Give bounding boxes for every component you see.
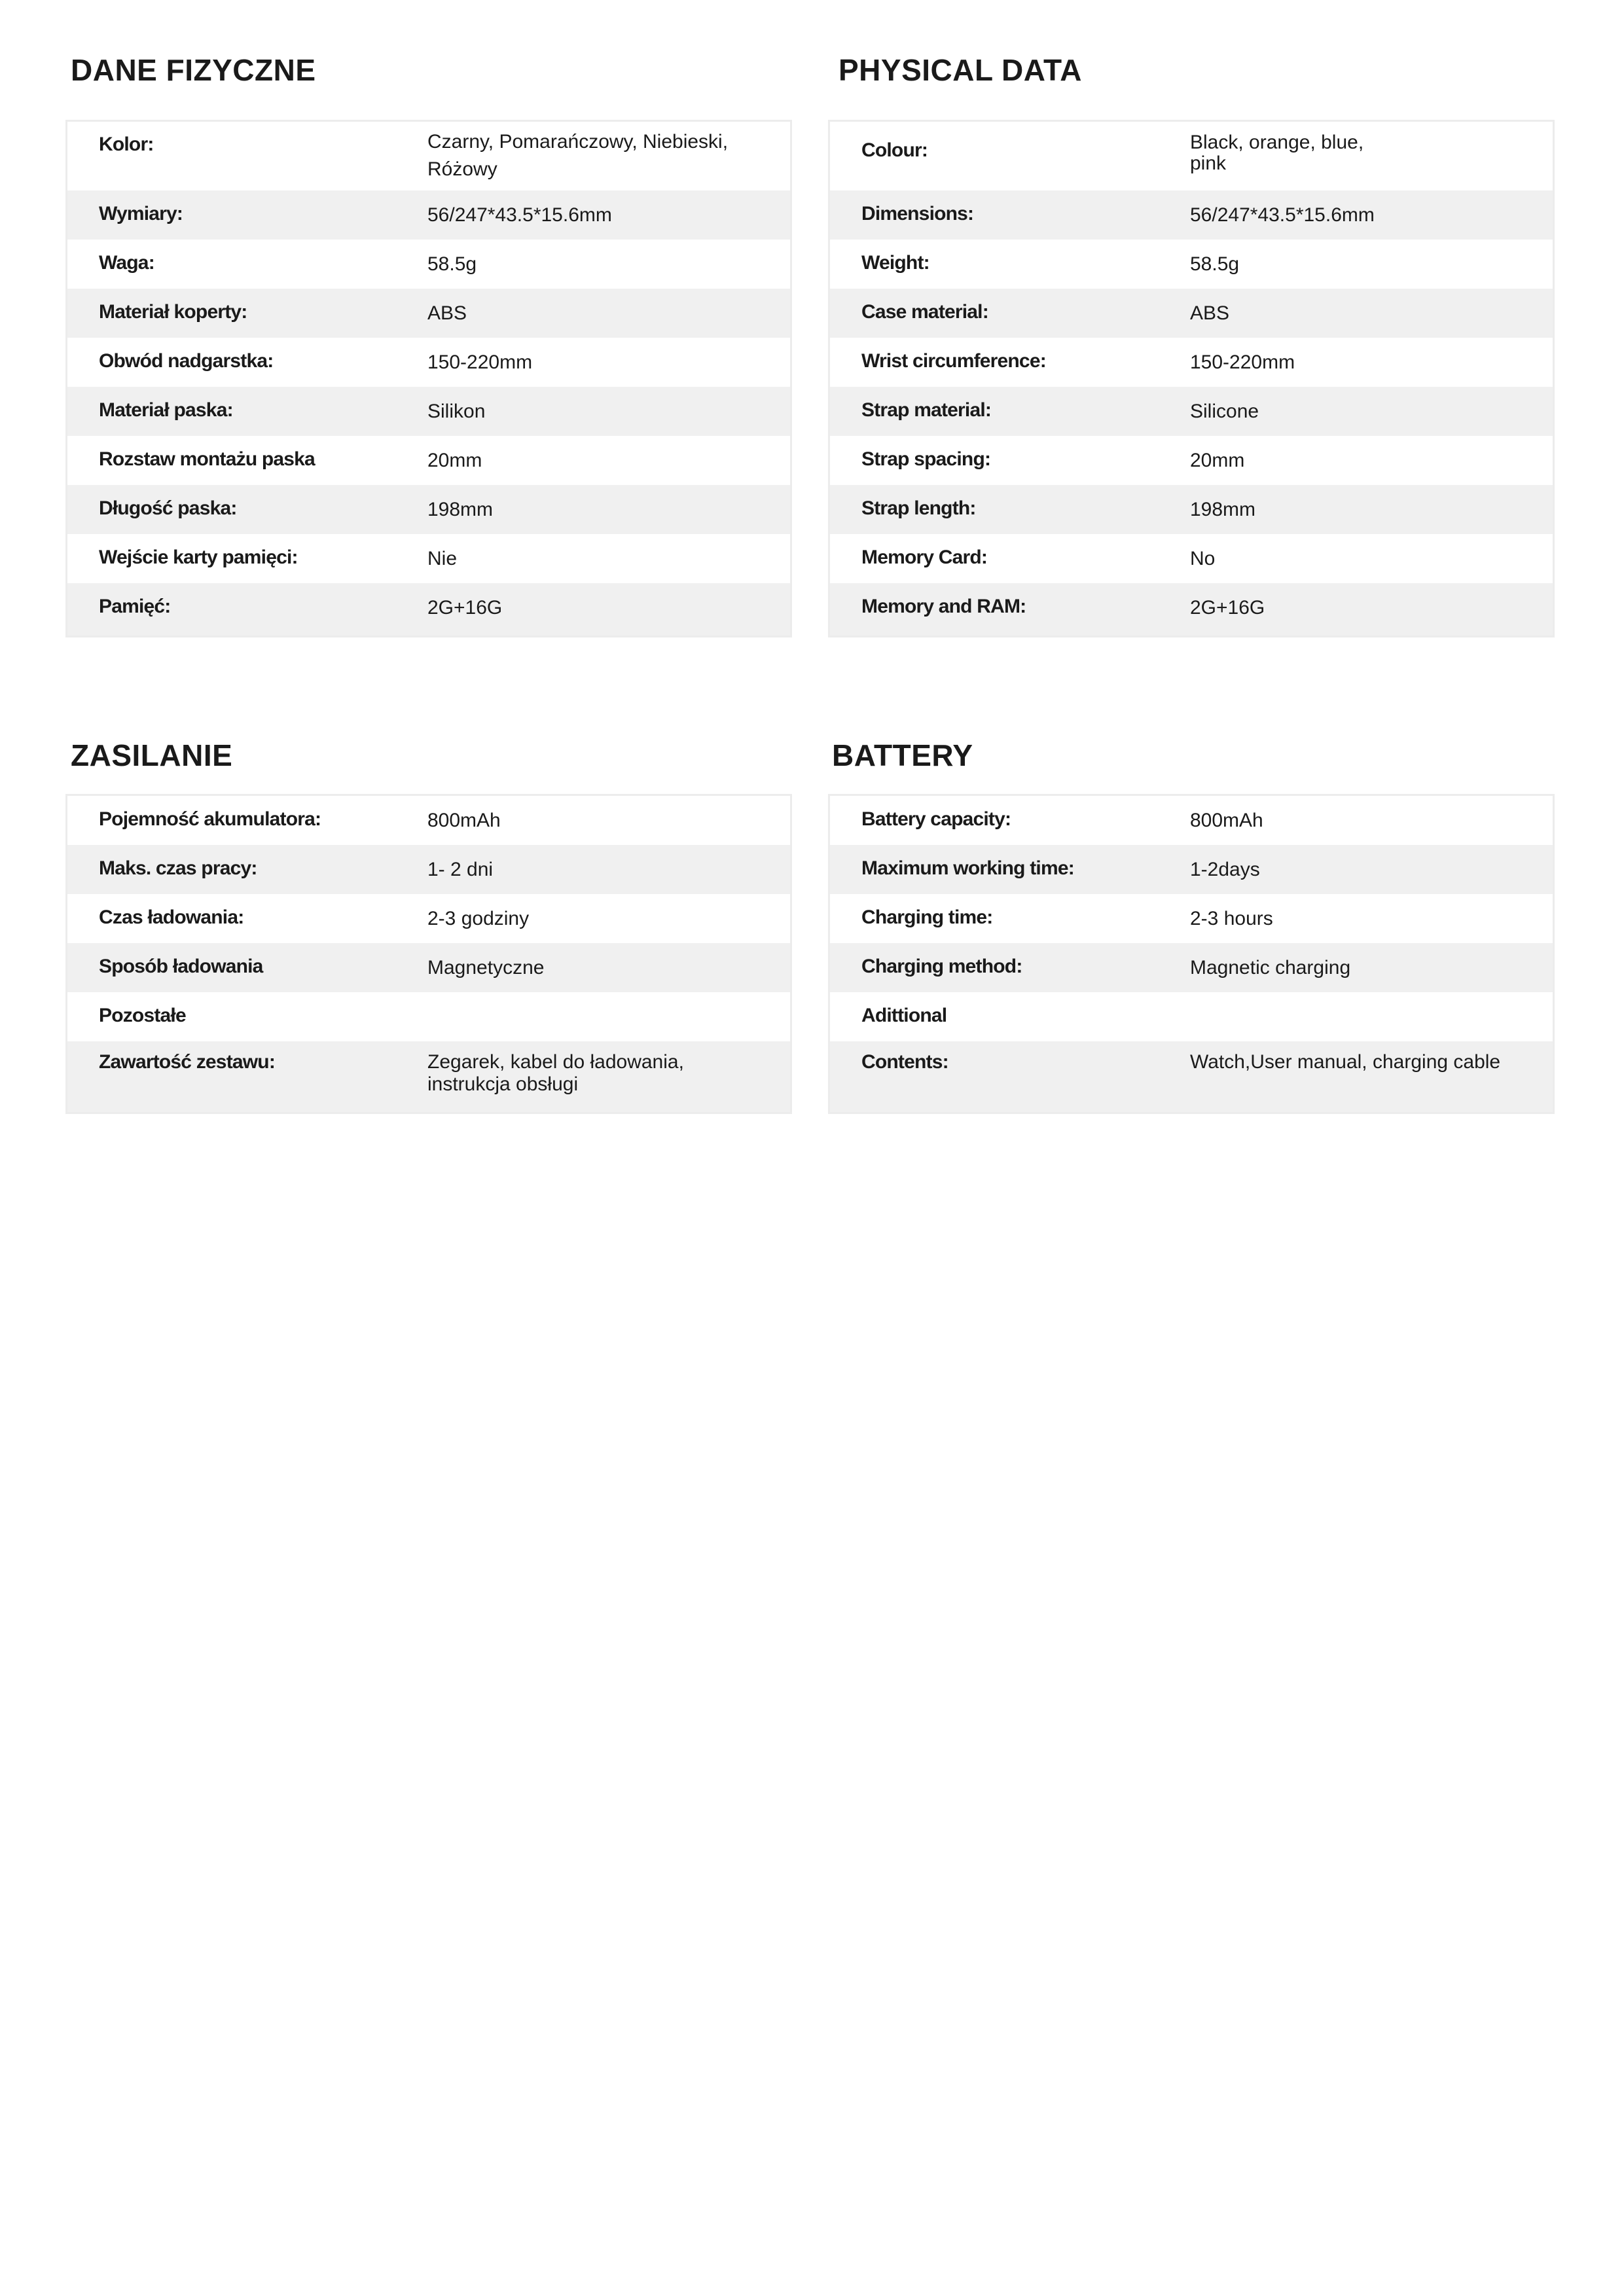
row-label: Czas ładowania: xyxy=(99,906,244,928)
table-row xyxy=(67,796,790,845)
section-title: BATTERY xyxy=(832,738,973,772)
row-label: Weight: xyxy=(861,252,929,274)
row-value: 800mAh xyxy=(427,810,501,831)
row-label: Pozostałe xyxy=(99,1005,186,1026)
row-label: Dimensions: xyxy=(861,203,974,224)
table-row xyxy=(67,387,790,436)
row-label: Rozstaw montażu paska xyxy=(99,448,315,470)
row-label: Adittional xyxy=(861,1005,947,1026)
row-label: Kolor: xyxy=(99,134,154,155)
table-row xyxy=(67,534,790,583)
row-value: ABS xyxy=(427,302,467,324)
row-label: Memory Card: xyxy=(861,547,988,568)
table-row xyxy=(67,583,790,636)
table-row xyxy=(830,122,1553,190)
table-row xyxy=(830,943,1553,992)
row-value: 1-2days xyxy=(1190,859,1260,880)
row-value: Black, orange, blue, pink xyxy=(1190,132,1364,174)
row-value: 56/247*43.5*15.6mm xyxy=(427,204,612,226)
table-row xyxy=(830,240,1553,289)
table-row xyxy=(830,992,1553,1041)
table-row xyxy=(830,894,1553,943)
table-row xyxy=(67,122,790,190)
row-label: Colour: xyxy=(861,139,928,161)
table-row xyxy=(67,992,790,1041)
row-label: Charging time: xyxy=(861,906,993,928)
row-value: 20mm xyxy=(1190,450,1245,471)
table-row xyxy=(830,436,1553,485)
row-label: Materiał koperty: xyxy=(99,301,247,323)
row-label: Wymiary: xyxy=(99,203,183,224)
table-row xyxy=(830,796,1553,845)
row-value: 2G+16G xyxy=(1190,597,1265,619)
row-value: 56/247*43.5*15.6mm xyxy=(1190,204,1375,226)
table-row xyxy=(830,534,1553,583)
table-row xyxy=(830,485,1553,534)
row-label: Maximum working time: xyxy=(861,857,1074,879)
row-value: Silikon xyxy=(427,401,486,422)
row-label: Obwód nadgarstka: xyxy=(99,350,274,372)
table-row xyxy=(67,240,790,289)
row-value: Watch,User manual, charging cable xyxy=(1190,1051,1501,1073)
row-value: 2-3 godziny xyxy=(427,908,530,929)
table-row xyxy=(830,1041,1553,1112)
row-value: Zegarek, kabel do ładowania, instrukcja obsługi xyxy=(427,1051,684,1095)
row-label: Maks. czas pracy: xyxy=(99,857,257,879)
section-title: PHYSICAL DATA xyxy=(839,53,1082,87)
row-value: Silicone xyxy=(1190,401,1259,422)
row-label: Strap material: xyxy=(861,399,992,421)
row-value: Nie xyxy=(427,548,458,569)
table-row xyxy=(830,583,1553,636)
row-value: 800mAh xyxy=(1190,810,1263,831)
table-row xyxy=(67,289,790,338)
row-value: 2-3 hours xyxy=(1190,908,1273,929)
row-value: 20mm xyxy=(427,450,482,471)
section-title: ZASILANIE xyxy=(71,738,233,772)
row-value: ABS xyxy=(1190,302,1230,324)
table-row xyxy=(830,289,1553,338)
spec-table xyxy=(828,794,1555,1114)
row-label: Strap length: xyxy=(861,497,976,519)
row-label: Battery capacity: xyxy=(861,808,1011,830)
row-label: Case material: xyxy=(861,301,988,323)
blank-page-area xyxy=(0,1126,1624,2296)
row-value: Magnetic charging xyxy=(1190,957,1351,978)
row-label: Pojemność akumulatora: xyxy=(99,808,321,830)
table-row xyxy=(67,943,790,992)
table-row xyxy=(830,387,1553,436)
row-label: Charging method: xyxy=(861,956,1022,977)
row-label: Długość paska: xyxy=(99,497,237,519)
row-value: Magnetyczne xyxy=(427,957,545,978)
row-value: Czarny, Pomarańczowy, Niebieski, Różowy xyxy=(427,131,729,180)
row-value: No xyxy=(1190,548,1216,569)
table-row xyxy=(830,845,1553,894)
row-label: Wrist circumference: xyxy=(861,350,1046,372)
table-row xyxy=(830,338,1553,387)
table-row xyxy=(67,1041,790,1112)
row-label: Memory and RAM: xyxy=(861,596,1026,617)
row-value: 150-220mm xyxy=(1190,351,1295,373)
table-row xyxy=(67,338,790,387)
table-row xyxy=(67,485,790,534)
table-row xyxy=(67,894,790,943)
row-value: 1- 2 dni xyxy=(427,859,494,880)
row-value: 2G+16G xyxy=(427,597,503,619)
table-row xyxy=(830,190,1553,240)
section-title: DANE FIZYCZNE xyxy=(71,53,316,87)
row-label: Contents: xyxy=(861,1051,948,1073)
row-label: Materiał paska: xyxy=(99,399,233,421)
row-label: Sposób ładowania xyxy=(99,956,263,977)
row-label: Waga: xyxy=(99,252,154,274)
spec-table xyxy=(65,120,792,637)
row-value: 58.5g xyxy=(1190,253,1240,275)
row-value: 198mm xyxy=(1190,499,1256,520)
spec-table xyxy=(65,794,792,1114)
row-label: Strap spacing: xyxy=(861,448,991,470)
table-row xyxy=(67,190,790,240)
row-value: 150-220mm xyxy=(427,351,533,373)
row-value: 198mm xyxy=(427,499,494,520)
table-row xyxy=(67,845,790,894)
row-label: Zawartość zestawu: xyxy=(99,1051,276,1073)
spec-table xyxy=(828,120,1555,637)
table-row xyxy=(67,436,790,485)
row-label: Wejście karty pamięci: xyxy=(99,547,298,568)
row-label: Pamięć: xyxy=(99,596,171,617)
row-value: 58.5g xyxy=(427,253,477,275)
